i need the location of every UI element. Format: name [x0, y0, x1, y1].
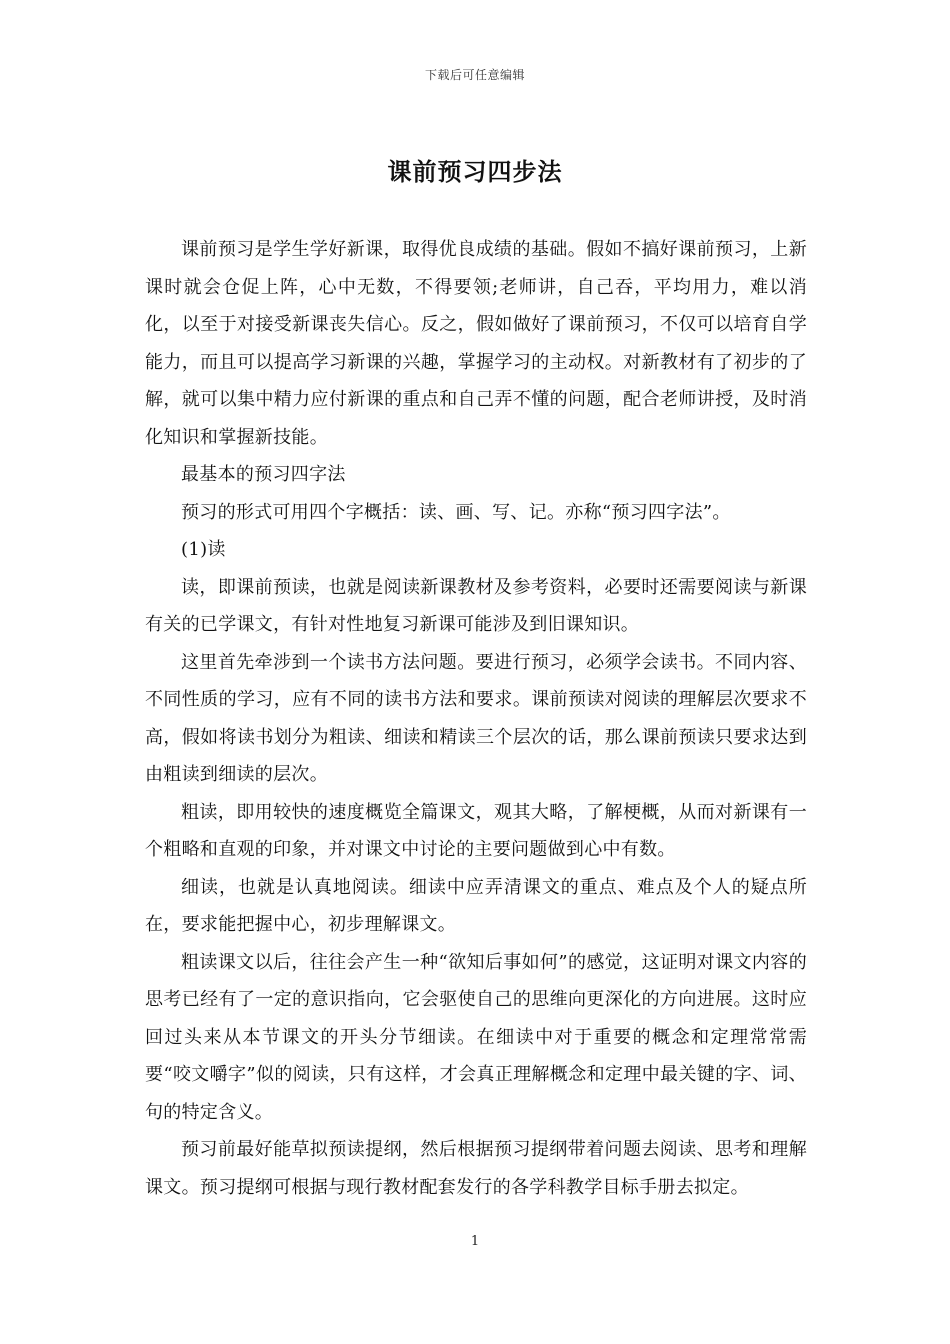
paragraph-subheading: 最基本的预习四字法: [181, 464, 346, 485]
paragraph-reading-method: 这里首先牵涉到一个读书方法问题。要进行预习，必须学会读书。不同内容、不同性质的学习，应有不同的读书方法和要求。课前预读对阅读的理解层次要求不高，假如将读书划分为粗读、细读和精读三个层次的话，那么课前预读只要求达到由粗读到细读的层次。: [145, 651, 807, 785]
paragraph-four-words: 预习的形式可用四个字概括：读、画、写、记。亦称“预习四字法”。: [181, 501, 731, 523]
paragraph-read-definition: 读，即课前预读，也就是阅读新课教材及参考资料，必要时还需要阅读与新课有关的已学课文，有针对性地复习新课可能涉及到旧课知识。: [145, 576, 807, 635]
paragraph-after-skim: 粗读课文以后，往往会产生一种“欲知后事如何”的感觉，这证明对课文内容的思考已经有了一定的意识指向，它会驱使自己的思维向更深化的方向进展。这时应回过头来从本节课文的开头分节细读。在细读中对于重要的概念和定理常常需要“咬文嚼字”似的阅读，只有这样，才会真正理解概念和定理中最关键的字、词、句的特定含义。: [145, 951, 807, 1123]
paragraph-item-read: (1)读: [181, 539, 226, 560]
document-body: [145, 231, 807, 1206]
document-title: 课前预习四步法: [387, 157, 563, 186]
paragraph-outline: 预习前最好能草拟预读提纲，然后根据预习提纲带着问题去阅读、思考和理解课文。预习提纲可根据与现行教材配套发行的各学科教学目标手册去拟定。: [145, 1139, 807, 1198]
paragraph-skim-reading: 粗读，即用较快的速度概览全篇课文，观其大略，了解梗概，从而对新课有一个粗略和直观的印象，并对课文中讨论的主要问题做到心中有数。: [145, 801, 807, 860]
paragraph-intro: 课前预习是学生学好新课，取得优良成绩的基础。假如不搞好课前预习，上新课时就会仓促上阵，心中无数，不得要领;老师讲，自己吞，平均用力，难以消化，以至于对接受新课丧失信心。反之，假如做好了课前预习，不仅可以培育自学能力，而且可以提高学习新课的兴趣，掌握学习的主动权。对新教材有了初步的了解，就可以集中精力应付新课的重点和自己弄不懂的问题，配合老师讲授，及时消化知识和掌握新技能。: [145, 239, 807, 448]
page-number: 1: [470, 1234, 480, 1249]
paragraph-close-reading: 细读，也就是认真地阅读。细读中应弄清课文的重点、难点及个人的疑点所在，要求能把握中心，初步理解课文。: [145, 876, 807, 935]
header-note: 下载后可任意编辑: [424, 68, 525, 82]
